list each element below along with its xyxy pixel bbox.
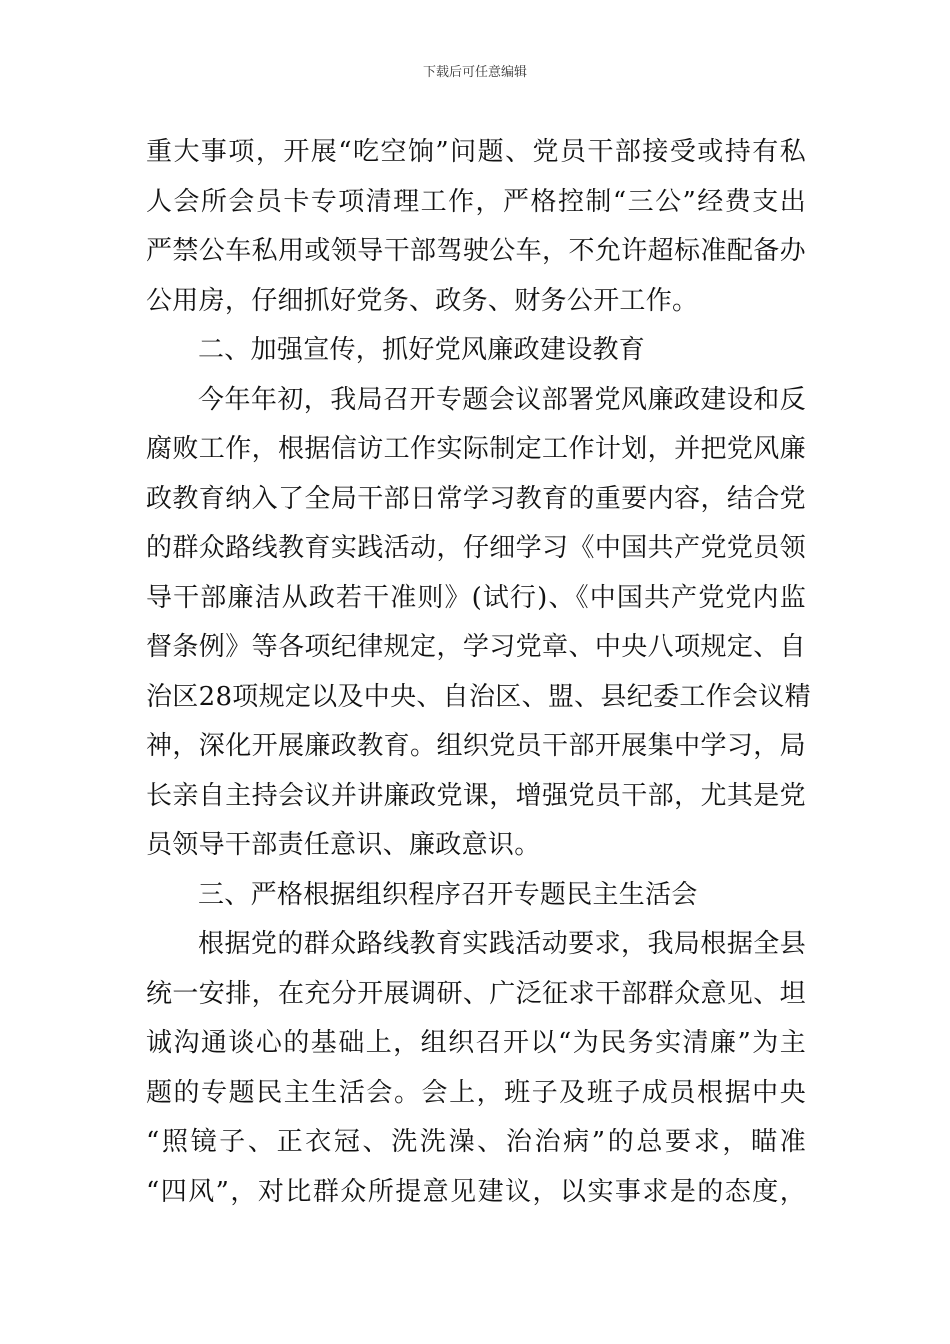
- text-line: 督条例》等各项纪律规定，学习党章、中央八项规定、自: [146, 632, 806, 662]
- text-line: 统一安排，在充分开展调研、广泛征求干部群众意见、坦: [146, 978, 806, 1009]
- text-line: “四风”，对比群众所提意见建议，以实事求是的态度，: [146, 1176, 806, 1207]
- text-line: 题的专题民主生活会。会上，班子及班子成员根据中央: [146, 1077, 806, 1108]
- text-line: 诚沟通谈心的基础上，组织召开以“为民务实清廉”为主: [146, 1028, 806, 1058]
- text-line: 严禁公车私用或领导干部驾驶公车，不允许超标准配备办: [146, 236, 806, 266]
- text-line: 的群众路线教育实践活动，仔细学习《中国共产党党员领: [146, 533, 806, 563]
- text-line: 治区28项规定以及中央、自治区、盟、县纪委工作会议精: [146, 681, 811, 712]
- text-line: 长亲自主持会议并讲廉政党课，增强党员干部，尤其是党: [146, 780, 806, 811]
- text-line: 神，深化开展廉政教育。组织党员干部开展集中学习，局: [146, 731, 806, 761]
- text-line: 人会所会员卡专项清理工作，严格控制“三公”经费支出: [146, 186, 806, 217]
- text-line: 员领导干部责任意识、廉政意识。: [146, 830, 541, 860]
- text-line: 重大事项，开展“吃空饷”问题、党员干部接受或持有私: [146, 137, 806, 167]
- section-heading: 二、加强宣传，抓好党风廉政建设教育: [198, 335, 646, 365]
- text-line: “照镜子、正衣冠、洗洗澡、治治病”的总要求，瞄准: [146, 1127, 806, 1157]
- text-line: 公用房，仔细抓好党务、政务、财务公开工作。: [146, 285, 699, 316]
- text-line: 导干部廉洁从政若干准则》(试行)、《中国共产党党内监: [146, 582, 806, 613]
- text-line: 根据党的群众路线教育实践活动要求，我局根据全县: [198, 929, 806, 959]
- document-body: [146, 128, 811, 1217]
- text-line: 今年年初，我局召开专题会议部署党风廉政建设和反: [198, 384, 806, 415]
- text-line: 政教育纳入了全局干部日常学习教育的重要内容，结合党: [146, 483, 806, 514]
- text-line: 腐败工作，根据信访工作实际制定工作计划，并把党风廉: [146, 434, 806, 464]
- page-header: 下载后可任意编辑: [422, 65, 527, 80]
- section-heading: 三、严格根据组织程序召开专题民主生活会: [198, 879, 698, 910]
